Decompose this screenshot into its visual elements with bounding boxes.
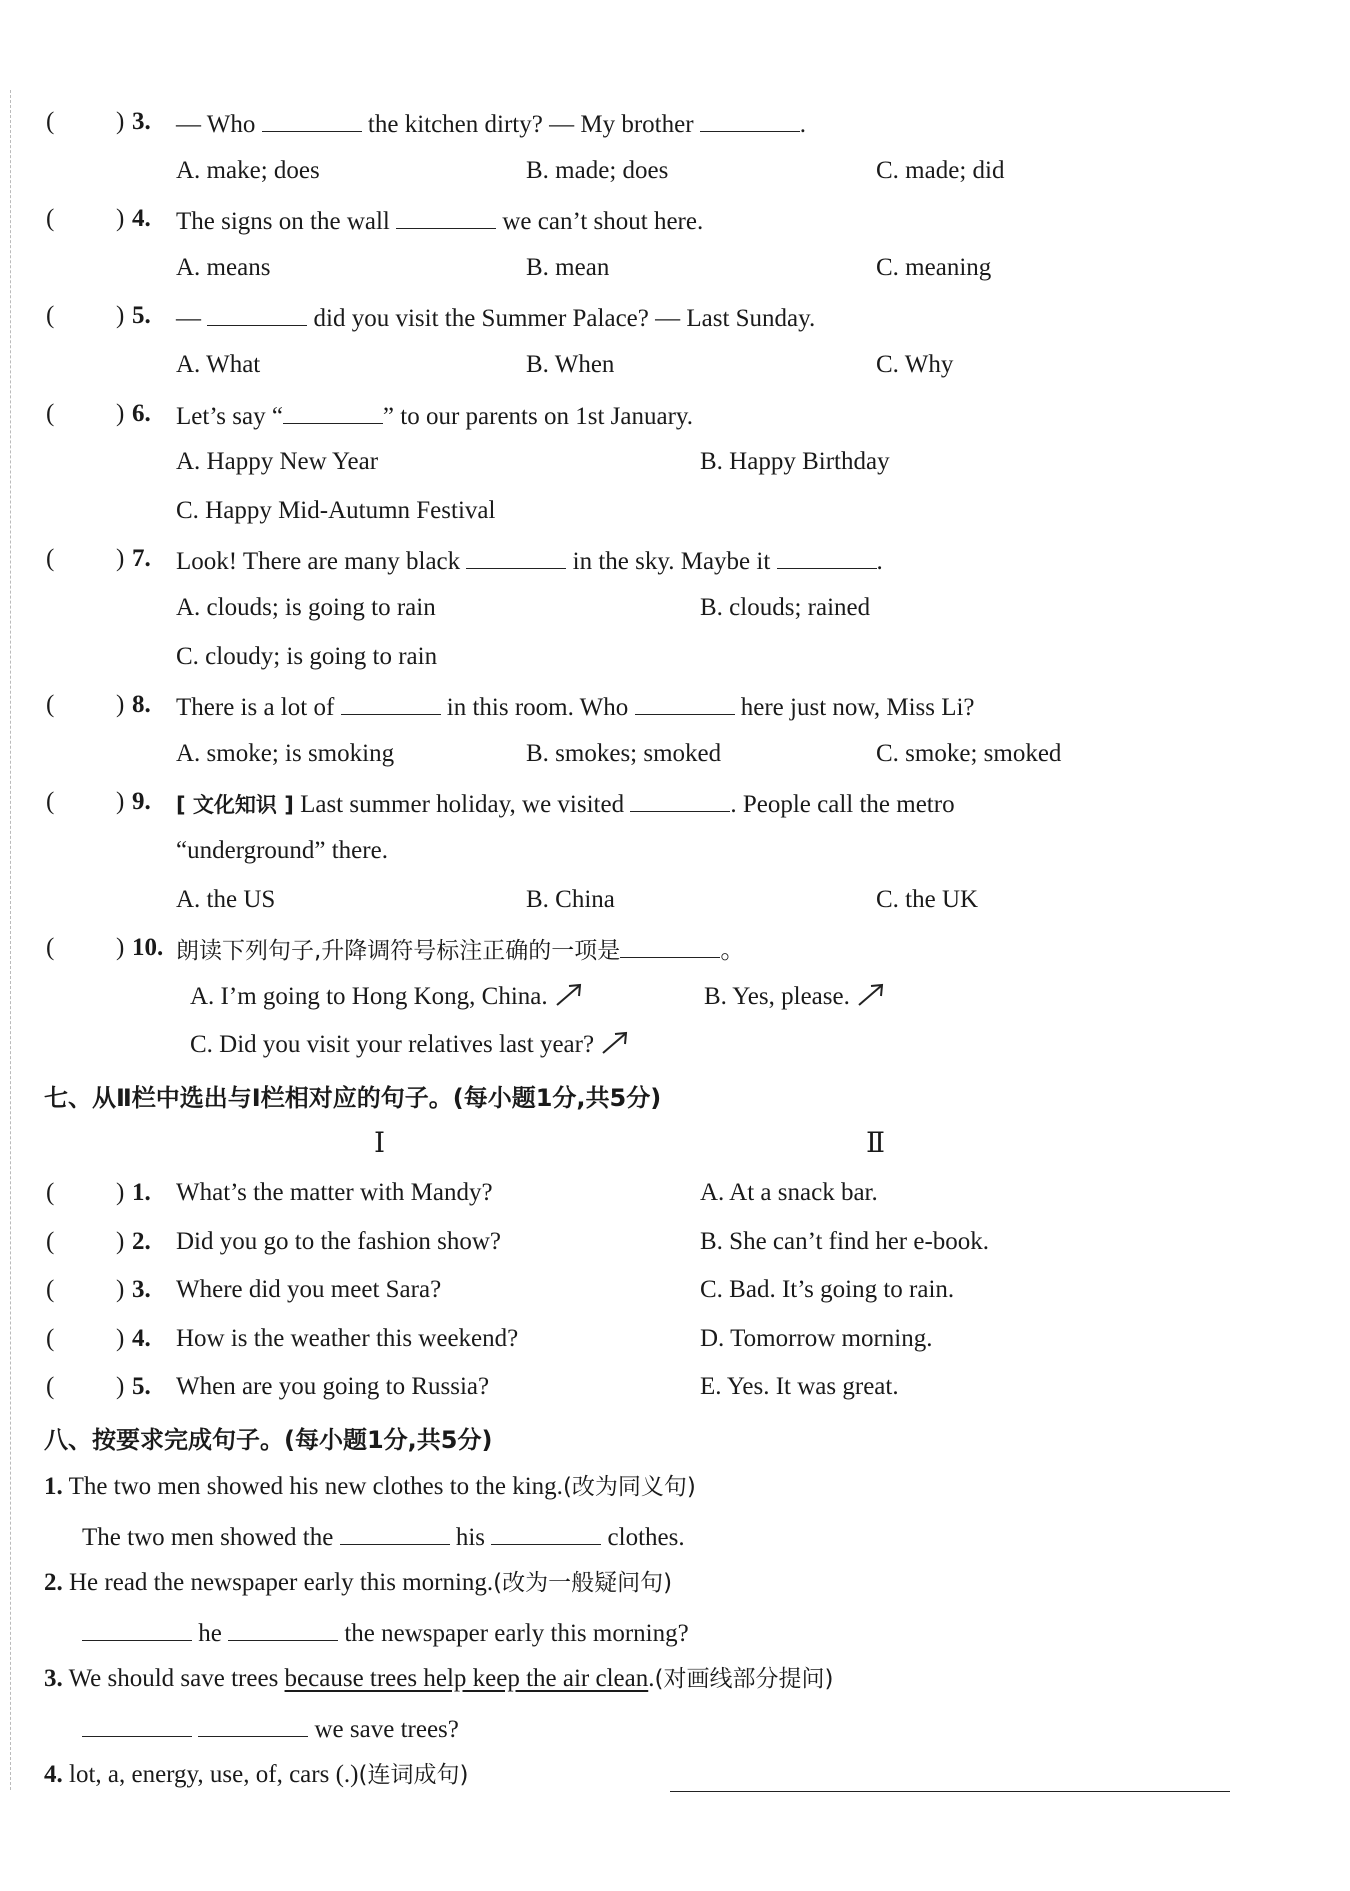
q8-1-answer-text-3: clothes. (601, 1524, 685, 1551)
question-number: 4. (132, 1324, 151, 1352)
answer-bracket[interactable] (46, 785, 125, 819)
answer-blank[interactable] (198, 1710, 308, 1737)
question-stem (176, 105, 806, 142)
option-text: A. I’m going to Hong Kong, China. (190, 982, 548, 1010)
bracket-left: ( (46, 1227, 55, 1255)
bracket-right: ) (116, 1276, 125, 1304)
answer-blank[interactable] (700, 105, 800, 132)
bracket-left: ( (46, 1373, 55, 1401)
q8-3 (44, 1662, 833, 1696)
question-3 (0, 105, 1350, 139)
bracket-left: ( (46, 934, 55, 962)
question-number: 9. (132, 788, 151, 816)
match-right-text: D. Tomorrow morning. (700, 1324, 933, 1352)
match-right-text: E. Yes. It was great. (700, 1373, 899, 1401)
question-text: 。 (720, 937, 746, 965)
question-text: . (876, 548, 883, 576)
bracket-right: ) (116, 1373, 125, 1401)
q8-3-answer-text-3: we save trees? (308, 1716, 459, 1743)
answer-blank[interactable] (82, 1614, 192, 1641)
answer-bracket[interactable] (46, 1273, 125, 1307)
rising-arrow-icon (554, 982, 584, 1008)
question-text: The signs on the wall (176, 208, 397, 236)
q8-1-answer-text-1: The two men showed the (82, 1524, 340, 1551)
bracket-left: ( (46, 788, 55, 816)
option-a[interactable]: A. clouds; is going to rain (176, 594, 436, 621)
option-text: C. Did you visit your relatives last year? (190, 1031, 595, 1059)
answer-blank[interactable] (396, 202, 496, 229)
match-left-text: When are you going to Russia? (176, 1373, 490, 1401)
match-right-text: C. Bad. It’s going to rain. (700, 1276, 955, 1304)
question-text: . People call the metro (730, 791, 955, 819)
bracket-left: ( (46, 545, 55, 573)
question-text: — (176, 305, 208, 333)
option-b[interactable]: B. mean (526, 253, 610, 281)
option-text: B. Yes, please. (704, 982, 850, 1010)
answer-blank[interactable] (228, 1614, 338, 1641)
option-row (0, 980, 1350, 1014)
question-text: — Who (176, 111, 262, 138)
question-stem (176, 931, 745, 968)
bracket-right: ) (116, 108, 125, 135)
question-stem (176, 542, 883, 579)
bracket-right: ) (116, 302, 125, 330)
question-number: 2. (132, 1227, 151, 1255)
option-b[interactable]: B. When (526, 351, 615, 378)
q8-4-text: lot, a, energy, use, of, cars (.) (69, 1761, 359, 1788)
option-a[interactable]: A. make; does (176, 156, 320, 184)
q8-3-number: 3. (44, 1665, 63, 1692)
question-stem-continued (0, 834, 1350, 868)
bracket-left: ( (46, 302, 55, 330)
question-text: — My brother (542, 111, 700, 138)
q8-4 (44, 1758, 468, 1792)
option-b[interactable]: B. China (526, 885, 615, 913)
question-text: did you visit the Summer Palace? (307, 305, 649, 333)
q8-2-answer-text-3: the newspaper early this morning? (338, 1620, 689, 1647)
option-a[interactable]: A. smoke; is smoking (176, 739, 395, 767)
question-number: 3. (132, 1276, 151, 1304)
option-c[interactable] (190, 1028, 630, 1062)
option-row (0, 883, 1350, 917)
option-row (0, 591, 1350, 625)
option-c[interactable]: C. smoke; smoked (876, 739, 1062, 767)
option-c[interactable]: C. meaning (876, 253, 992, 281)
q8-2 (44, 1566, 672, 1600)
option-c[interactable]: C. made; did (876, 156, 1005, 184)
match-row (0, 1176, 1350, 1210)
answer-blank[interactable] (207, 299, 307, 326)
match-right-text: B. She can’t find her e-book. (700, 1227, 990, 1255)
question-stem (176, 202, 703, 239)
bracket-right: ) (116, 545, 125, 573)
option-c[interactable]: C. Happy Mid-Autumn Festival (176, 496, 496, 524)
question-number: 1. (132, 1179, 151, 1206)
bracket-right: ) (116, 691, 125, 719)
option-b[interactable] (704, 980, 886, 1014)
question-text: “underground” there. (176, 837, 388, 864)
question-number: 4. (132, 205, 151, 233)
question-number: 8. (132, 691, 151, 719)
bracket-right: ) (116, 399, 125, 427)
question-9 (0, 785, 1350, 819)
q8-3-hint: (对画线部分提问) (654, 1666, 834, 1692)
bracket-left: ( (46, 399, 55, 427)
option-row (0, 640, 1350, 674)
answer-bracket[interactable] (46, 1225, 125, 1259)
match-left-text: Did you go to the fashion show? (176, 1227, 501, 1255)
option-row (0, 348, 1350, 382)
option-a[interactable]: A. What (176, 351, 261, 378)
answer-bracket[interactable] (46, 1176, 125, 1210)
q8-1-answer (82, 1518, 685, 1552)
q8-1-hint: (改为同义句) (562, 1474, 696, 1500)
option-a[interactable]: A. the US (176, 885, 276, 913)
question-number: 3. (132, 108, 151, 135)
question-stem (176, 688, 975, 725)
answer-blank[interactable] (466, 542, 566, 569)
answer-blank[interactable] (340, 1518, 450, 1545)
option-a[interactable] (190, 980, 584, 1014)
bracket-left: ( (46, 108, 55, 135)
answer-blank[interactable] (635, 688, 735, 715)
question-number: 5. (132, 302, 151, 330)
question-text: in the sky. Maybe it (566, 548, 777, 576)
option-row (0, 251, 1350, 285)
option-b[interactable]: B. made; does (526, 156, 669, 184)
option-b[interactable]: B. clouds; rained (700, 594, 871, 621)
rising-arrow-icon (600, 1030, 630, 1056)
answer-bracket[interactable] (46, 931, 125, 965)
answer-bracket[interactable] (46, 1322, 125, 1356)
question-number: 10. (132, 934, 164, 962)
answer-blank[interactable] (82, 1710, 192, 1737)
match-left-text: Where did you meet Sara? (176, 1276, 442, 1304)
question-text: in this room. Who (440, 694, 635, 722)
q8-3-answer (82, 1710, 459, 1744)
q8-2-number: 2. (44, 1569, 63, 1596)
question-8 (0, 688, 1350, 722)
q8-1 (44, 1470, 696, 1504)
answer-blank[interactable] (283, 397, 383, 424)
question-text: Let’s say “ (176, 402, 283, 430)
question-text: we can’t shout here. (496, 208, 704, 236)
answer-bracket[interactable] (46, 397, 125, 431)
option-a[interactable]: A. Happy New Year (176, 448, 379, 476)
q8-3-text: We should save trees (68, 1665, 285, 1692)
option-row (0, 494, 1350, 528)
question-6 (0, 397, 1350, 431)
question-number: 7. (132, 545, 151, 573)
answer-blank[interactable] (341, 688, 441, 715)
question-text: the kitchen dirty? (361, 111, 543, 138)
bracket-left: ( (46, 205, 55, 233)
bracket-right: ) (116, 205, 125, 233)
q8-1-text: The two men showed his new clothes to the king. (68, 1473, 563, 1500)
match-left-text: What’s the matter with Mandy? (176, 1179, 493, 1206)
match-row (0, 1273, 1350, 1307)
column-2-header: Ⅱ (866, 1128, 886, 1159)
option-c[interactable]: C. the UK (876, 885, 979, 913)
question-text: . (799, 111, 807, 138)
question-text: There is a lot of (176, 694, 341, 722)
answer-bracket[interactable] (46, 1370, 125, 1404)
rising-arrow-icon (856, 982, 886, 1008)
q8-2-text: He read the newspaper early this morning. (69, 1569, 494, 1596)
option-row (0, 1028, 1350, 1062)
question-stem (176, 397, 693, 434)
answer-bracket[interactable] (46, 542, 125, 576)
section-8-title: 八、按要求完成句子。(每小题1分,共5分) (44, 1426, 493, 1454)
question-text: Look! There are many black (176, 548, 467, 576)
topic-tag: [ 文化知识 ] (176, 793, 294, 818)
option-row (0, 445, 1350, 479)
bracket-right: ) (116, 1227, 125, 1255)
column-1-header: Ⅰ (374, 1128, 386, 1159)
question-text: Last summer holiday, we visited (300, 791, 631, 819)
answer-bracket[interactable] (46, 299, 125, 333)
answer-blank[interactable] (620, 931, 720, 958)
question-4 (0, 202, 1350, 236)
answer-blank[interactable] (630, 785, 730, 812)
q8-3-post: . (648, 1665, 655, 1692)
question-10 (0, 931, 1350, 965)
question-text: — Last Sunday. (648, 305, 816, 333)
bracket-right: ) (116, 934, 125, 962)
option-b[interactable]: B. smokes; smoked (526, 739, 722, 767)
question-stem (176, 299, 815, 336)
question-stem (176, 785, 955, 822)
option-c[interactable]: C. cloudy; is going to rain (176, 642, 438, 670)
option-row (0, 737, 1350, 771)
q8-4-number: 4. (44, 1761, 63, 1788)
q8-2-hint: (改为一般疑问句) (493, 1570, 673, 1596)
answer-bracket[interactable] (46, 688, 125, 722)
bracket-right: ) (116, 1179, 125, 1206)
answer-bracket[interactable] (46, 202, 125, 236)
match-row (0, 1370, 1350, 1404)
bracket-right: ) (116, 1324, 125, 1352)
bracket-left: ( (46, 691, 55, 719)
match-row (0, 1322, 1350, 1356)
option-c[interactable]: C. Why (876, 351, 954, 378)
q8-2-answer-text-2: he (192, 1620, 229, 1647)
option-b[interactable]: B. Happy Birthday (700, 448, 890, 476)
q8-4-hint: (连词成句) (358, 1762, 469, 1788)
q8-3-underlined-part: because trees help keep the air clean (284, 1665, 649, 1692)
question-text: 朗读下列句子,升降调符号标注正确的一项是 (176, 938, 621, 965)
bracket-right: ) (116, 788, 125, 816)
answer-bracket[interactable] (46, 105, 125, 139)
q8-2-answer (82, 1614, 689, 1648)
option-a[interactable]: A. means (176, 253, 271, 281)
q8-1-number: 1. (44, 1473, 63, 1500)
option-row (0, 154, 1350, 188)
bracket-left: ( (46, 1179, 55, 1206)
question-text: ” to our parents on 1st January. (382, 402, 694, 430)
question-5 (0, 299, 1350, 333)
answer-blank[interactable] (777, 542, 877, 569)
match-right-text: A. At a snack bar. (700, 1179, 878, 1206)
section-7-title: 七、从Ⅱ栏中选出与Ⅰ栏相对应的句子。(每小题1分,共5分) (44, 1084, 662, 1112)
match-row (0, 1225, 1350, 1259)
q8-1-answer-text-2: his (449, 1524, 492, 1551)
question-text: here just now, Miss Li? (734, 694, 975, 722)
answer-line[interactable] (670, 1791, 1230, 1792)
question-number: 5. (132, 1373, 151, 1401)
match-left-text: How is the weather this weekend? (176, 1324, 519, 1352)
question-7 (0, 542, 1350, 576)
question-number: 6. (132, 399, 151, 427)
bracket-left: ( (46, 1324, 55, 1352)
answer-blank[interactable] (491, 1518, 601, 1545)
bracket-left: ( (46, 1276, 55, 1304)
answer-blank[interactable] (262, 105, 362, 132)
